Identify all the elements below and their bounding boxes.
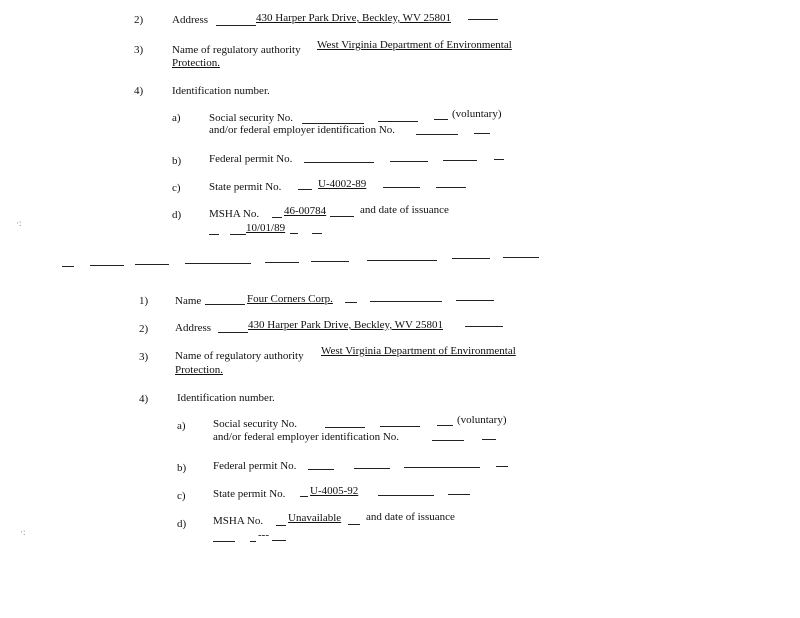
issuance-blank-3	[290, 233, 298, 234]
issuance-blank-3-2	[272, 540, 286, 541]
state-permit-blank-1	[298, 189, 312, 190]
identification-label: Identification number.	[172, 85, 270, 97]
name-label: Name	[175, 295, 202, 307]
item-a-letter: a)	[172, 112, 181, 124]
name-blank-2	[345, 302, 357, 303]
state-permit-label: State permit No.	[209, 181, 282, 193]
fein-blank-1-2	[432, 440, 464, 441]
separator-line	[367, 260, 437, 261]
name-num: 1)	[139, 295, 149, 307]
federal-permit-blank-2	[390, 161, 428, 162]
ssn-blank-3	[434, 119, 448, 120]
msha-value: 46-00784	[284, 205, 327, 217]
item-c-letter-2: c)	[177, 490, 186, 502]
voluntary-text-2: (voluntary)	[457, 414, 507, 426]
scan-speck: ·:	[20, 527, 26, 537]
issuance-blank-2	[230, 234, 246, 235]
msha-label: MSHA No.	[209, 208, 260, 220]
address-tail-line-2	[465, 326, 503, 327]
msha-blank-2-2	[348, 524, 360, 525]
address-num-2: 2)	[139, 323, 149, 335]
ssn-label: Social security No.	[209, 112, 294, 124]
identification-num-2: 4)	[139, 393, 149, 405]
separator-line	[265, 262, 299, 263]
fein-blank-2	[474, 133, 490, 134]
address-value: 430 Harper Park Drive, Beckley, WV 25801	[256, 12, 451, 24]
authority-num-2: 3)	[139, 351, 149, 363]
fein-blank-1	[416, 134, 458, 135]
federal-permit-blank-3	[443, 160, 477, 161]
item-a-letter-2: a)	[177, 420, 186, 432]
msha-label-2: MSHA No.	[213, 515, 264, 527]
name-value: Four Corners Corp.	[247, 293, 333, 305]
address-value-2: 430 Harper Park Drive, Beckley, WV 25801	[248, 319, 443, 331]
state-permit-blank-3	[436, 187, 466, 188]
item-d-letter-2: d)	[177, 518, 187, 530]
issuance-label-2: and date of issuance	[366, 511, 455, 523]
federal-permit-label: Federal permit No.	[209, 153, 293, 165]
separator-line	[185, 263, 251, 264]
state-permit-blank-2	[383, 187, 420, 188]
authority-label-2: Name of regulatory authority	[175, 350, 304, 362]
issuance-blank-4	[312, 233, 322, 234]
fein-blank-2-2	[482, 439, 496, 440]
separator-line	[62, 266, 74, 267]
authority-value: West Virginia Department of Environmental	[317, 39, 512, 51]
state-permit-value-2: U-4005-92	[310, 485, 359, 497]
name-blank-4	[456, 300, 494, 301]
federal-permit-blank-1	[304, 162, 374, 163]
authority-num: 3)	[134, 44, 144, 56]
separator-line	[503, 257, 539, 258]
authority-value-cont: Protection.	[172, 57, 220, 69]
issuance-blank-1-2	[213, 541, 235, 542]
address-blank-line-2	[218, 332, 248, 333]
msha-value-2: Unavailable	[288, 512, 342, 524]
identification-label-2: Identification number.	[177, 392, 275, 404]
item-b-letter-2: b)	[177, 462, 187, 474]
separator-line	[135, 264, 169, 265]
name-blank-1	[205, 304, 245, 305]
msha-blank-2	[330, 216, 354, 217]
item-c-letter: c)	[172, 182, 181, 194]
separator-line	[452, 258, 490, 259]
fein-label: and/or federal employer identification No.	[209, 124, 396, 136]
address-label: Address	[172, 14, 209, 26]
ssn-blank-2-2	[380, 426, 420, 427]
separator-line	[90, 265, 124, 266]
federal-permit-blank-4	[494, 159, 504, 160]
address-label-2: Address	[175, 322, 212, 334]
address-num: 2)	[134, 14, 144, 26]
voluntary-text: (voluntary)	[452, 108, 502, 120]
authority-label: Name of regulatory authority	[172, 44, 301, 56]
federal-permit-blank-2-2	[354, 468, 390, 469]
federal-permit-blank-4-2	[496, 466, 508, 467]
federal-permit-blank-1-2	[308, 469, 334, 470]
issuance-label: and date of issuance	[360, 204, 449, 216]
scan-speck: ·:	[16, 218, 22, 228]
fein-label-2: and/or federal employer identification No.	[213, 431, 400, 443]
issuance-blank-2-2	[250, 541, 256, 542]
state-permit-value: U-4002-89	[318, 178, 367, 190]
state-permit-blank-1-2	[300, 496, 308, 497]
state-permit-label-2: State permit No.	[213, 488, 286, 500]
ssn-blank-1-2	[325, 427, 365, 428]
state-permit-blank-3-2	[448, 494, 470, 495]
address-tail-line	[468, 19, 498, 20]
ssn-label-2: Social security No.	[213, 418, 298, 430]
identification-num: 4)	[134, 85, 144, 97]
federal-permit-blank-3-2	[404, 467, 480, 468]
state-permit-blank-2-2	[378, 495, 434, 496]
name-blank-3	[370, 301, 442, 302]
separator-line	[311, 261, 349, 262]
issuance-date-2: ---	[258, 529, 269, 541]
issuance-blank-1	[209, 234, 219, 235]
msha-blank-1-2	[276, 525, 286, 526]
issuance-date: 10/01/89	[246, 222, 286, 234]
ssn-blank-3-2	[437, 425, 453, 426]
authority-value-2: West Virginia Department of Environmental	[321, 345, 516, 357]
federal-permit-label-2: Federal permit No.	[213, 460, 297, 472]
ssn-blank-2	[378, 121, 418, 122]
msha-blank-1	[272, 217, 282, 218]
item-d-letter: d)	[172, 209, 182, 221]
item-b-letter: b)	[172, 155, 182, 167]
address-blank-line	[216, 25, 256, 26]
authority-value-cont-2: Protection.	[175, 364, 223, 376]
